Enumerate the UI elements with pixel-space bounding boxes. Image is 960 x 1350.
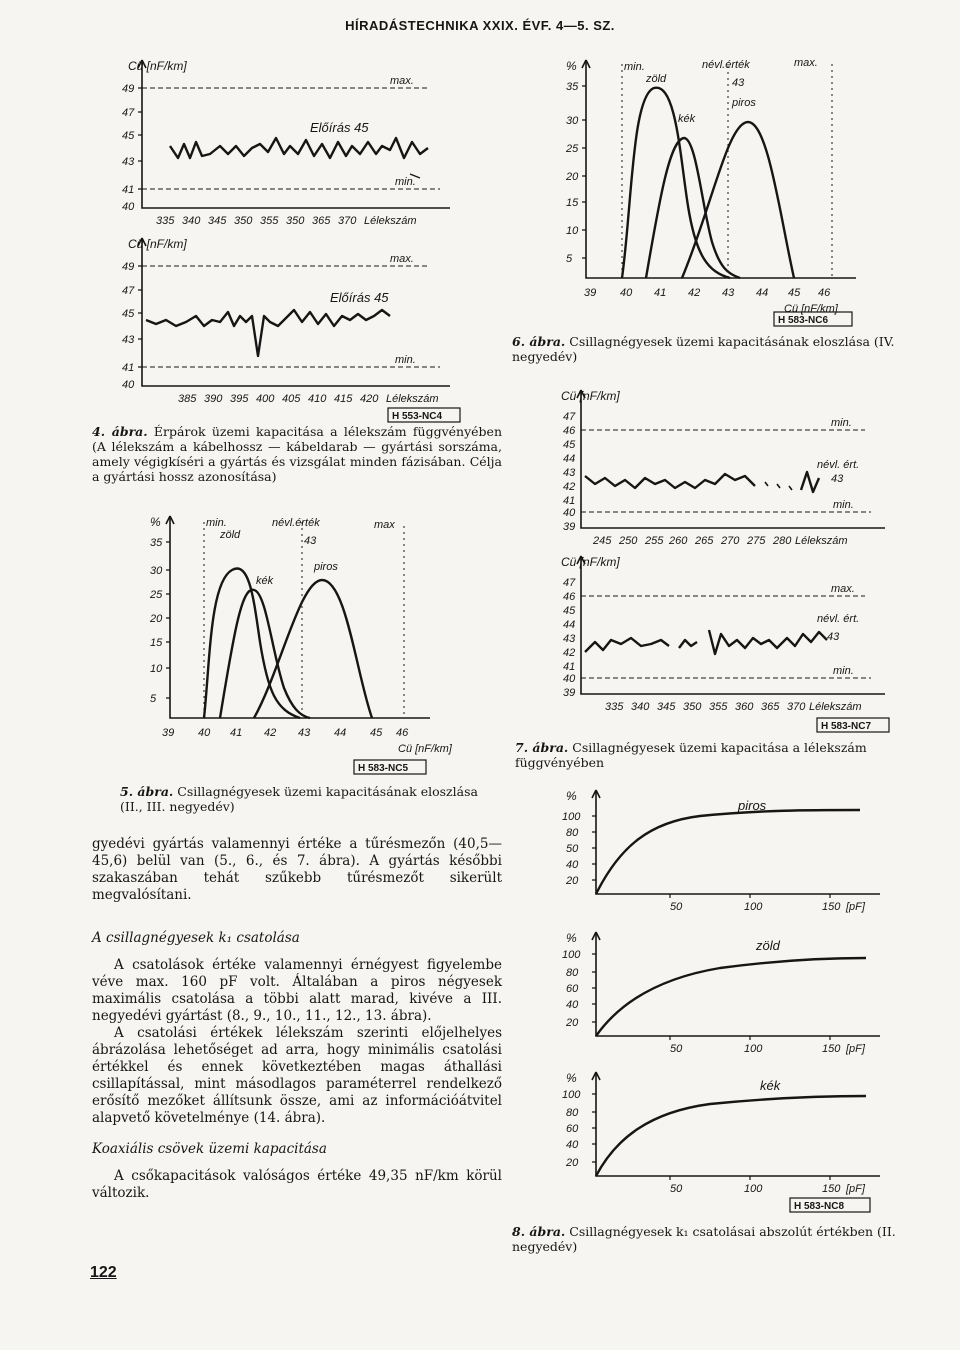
svg-text:100: 100: [744, 1183, 763, 1195]
svg-text:15: 15: [150, 637, 163, 649]
svg-text:47: 47: [563, 411, 576, 423]
fig8-panel-kek: [562, 1071, 880, 1195]
svg-text:335: 335: [605, 701, 624, 713]
svg-text:44: 44: [563, 619, 576, 631]
svg-text:46: 46: [563, 425, 576, 437]
fig4-code-box: [388, 408, 460, 422]
svg-text:[pF]: [pF]: [846, 1043, 865, 1055]
section-heading: Koaxiális csövek üzemi kapacitása: [92, 1141, 327, 1157]
svg-text:%: %: [566, 931, 577, 945]
fig8-piros-curve: [596, 810, 860, 894]
svg-text:350: 350: [683, 701, 702, 713]
svg-text:410: 410: [308, 393, 327, 405]
svg-text:39: 39: [563, 687, 576, 699]
fig7-top-yticks: [563, 411, 576, 533]
svg-text:10: 10: [150, 663, 163, 675]
fig4-bottom-curve: [146, 310, 390, 356]
fig4-top-min: min.: [395, 176, 416, 188]
svg-text:60: 60: [566, 1123, 579, 1135]
svg-text:25: 25: [150, 589, 163, 601]
svg-text:395: 395: [230, 393, 249, 405]
svg-text:150: 150: [822, 1043, 841, 1055]
svg-text:390: 390: [204, 393, 223, 405]
svg-text:46: 46: [396, 727, 409, 739]
svg-text:H 583-NC6: H 583-NC6: [778, 315, 829, 326]
svg-text:355: 355: [260, 215, 279, 227]
paragraph: A csatolások értéke valamennyi érnégyest figyelembe véve max. 160 pF volt. Általában a piros négyesek maximális csatolása a többi alatt marad, kivéve a III. negyedévi gyártást (8., 9., 10., 11., 12., 13. ábra).: [92, 957, 502, 1024]
svg-text:min.: min.: [833, 665, 854, 677]
svg-text:60: 60: [566, 983, 579, 995]
fig8-panel-zold: [562, 931, 880, 1055]
svg-text:46: 46: [563, 591, 576, 603]
fig4-top-ytick: 49: [122, 83, 135, 95]
svg-text:20: 20: [566, 171, 579, 183]
svg-text:245: 245: [593, 535, 612, 547]
svg-text:100: 100: [562, 811, 581, 823]
svg-text:360: 360: [735, 701, 754, 713]
svg-text:Cü [nF/km]: Cü [nF/km]: [561, 555, 620, 569]
fig7-bottom-yticks: [563, 577, 576, 699]
svg-text:43: 43: [563, 633, 576, 645]
svg-text:47: 47: [563, 577, 576, 589]
svg-text:420: 420: [360, 393, 379, 405]
svg-text:10: 10: [566, 225, 579, 237]
svg-text:415: 415: [334, 393, 353, 405]
svg-text:Cü [nF/km]: Cü [nF/km]: [561, 389, 620, 403]
svg-text:5: 5: [150, 693, 157, 705]
svg-text:50: 50: [670, 1043, 683, 1055]
svg-text:365: 365: [761, 701, 780, 713]
svg-text:zöld: zöld: [756, 938, 780, 953]
svg-text:30: 30: [150, 565, 163, 577]
fig6-chart: [562, 56, 862, 326]
svg-text:névl.érték: névl.érték: [702, 59, 750, 71]
svg-text:%: %: [150, 515, 161, 529]
svg-text:265: 265: [695, 535, 714, 547]
svg-text:max.: max.: [794, 57, 818, 69]
fig7-top-curve: [585, 474, 755, 488]
fig4-top-yticks: [122, 83, 142, 213]
svg-text:Lélekszám: Lélekszám: [809, 701, 862, 713]
fig8-panel-piros: [562, 789, 880, 913]
svg-text:40: 40: [620, 287, 633, 299]
body-text: [92, 836, 502, 1202]
svg-text:%: %: [566, 1071, 577, 1085]
fig6-yticks: [565, 81, 586, 265]
svg-text:39: 39: [584, 287, 597, 299]
svg-text:41: 41: [563, 495, 576, 507]
svg-text:46: 46: [818, 287, 831, 299]
svg-text:Lélekszám: Lélekszám: [795, 535, 848, 547]
fig7-top-xticks: [592, 535, 848, 547]
fig6-piros-curve: [682, 122, 794, 278]
svg-text:280: 280: [773, 535, 792, 547]
fig5-piros-curve: [254, 580, 372, 718]
svg-text:névl.érték: névl.érték: [272, 517, 320, 529]
svg-text:43: 43: [732, 77, 745, 89]
svg-text:345: 345: [657, 701, 676, 713]
svg-text:45: 45: [563, 439, 576, 451]
svg-text:min.: min.: [395, 354, 416, 366]
svg-text:piros: piros: [314, 561, 338, 573]
paragraph: A csőkapacitások valóságos értéke 49,35 nF/km körül változik.: [92, 1168, 502, 1201]
svg-text:100: 100: [562, 949, 581, 961]
svg-text:43: 43: [827, 631, 840, 643]
svg-text:[pF]: [pF]: [846, 901, 865, 913]
svg-text:44: 44: [563, 453, 576, 465]
svg-text:Lélekszám: Lélekszám: [364, 215, 417, 227]
fig4-top-ytick: 47: [122, 107, 135, 119]
fig4-bottom-yunit: Cü [nF/km]: [128, 237, 187, 251]
svg-text:335: 335: [156, 215, 175, 227]
fig6-caption: 6. ábra. Csillagnégyesek üzemi kapacitásának eloszlása (IV. negyedév): [512, 334, 895, 364]
svg-text:39: 39: [162, 727, 175, 739]
paragraph: A csatolási értékek lélekszám szerinti előjelhelyes ábrázolása lehetőséget ad arra, hogy minimális csatolási értékkel és ennek következtében magas áthallási csillapítással, mint másodlagos paraméterrel rendelkező erősítő mezőket állítsunk össze, ami az információátvitel alapvető követelménye (14. ábra).: [92, 1025, 502, 1126]
fig4-top-yunit: Cü [nF/km]: [128, 59, 187, 73]
svg-text:41: 41: [230, 727, 243, 739]
svg-text:Cü [nF/km]: Cü [nF/km]: [784, 303, 838, 315]
svg-text:345: 345: [208, 215, 227, 227]
fig5-yticks: [149, 537, 170, 705]
svg-text:42: 42: [563, 647, 576, 659]
svg-text:42: 42: [688, 287, 701, 299]
svg-text:100: 100: [744, 1043, 763, 1055]
svg-text:370: 370: [787, 701, 806, 713]
svg-text:Cü [nF/km]: Cü [nF/km]: [398, 743, 452, 755]
svg-text:min.: min.: [624, 61, 645, 73]
fig4-top-ytick: 40: [122, 201, 135, 213]
fig7-chart: [555, 388, 895, 733]
fig4-top-panel: [122, 59, 450, 227]
svg-text:zöld: zöld: [646, 73, 667, 85]
svg-text:43: 43: [304, 535, 317, 547]
svg-text:5: 5: [566, 253, 573, 265]
svg-text:43: 43: [831, 473, 844, 485]
svg-text:40: 40: [566, 999, 579, 1011]
svg-text:kék: kék: [760, 1078, 781, 1093]
svg-text:42: 42: [264, 727, 277, 739]
fig4-top-ytick: 45: [122, 130, 135, 142]
svg-text:20: 20: [566, 1157, 579, 1169]
svg-text:15: 15: [566, 197, 579, 209]
svg-text:100: 100: [744, 901, 763, 913]
fig6-kek-curve: [646, 138, 740, 278]
svg-text:365: 365: [312, 215, 331, 227]
svg-text:40: 40: [563, 507, 576, 519]
fig7-bottom-panel: [561, 555, 885, 713]
fig8-caption: 8. ábra. Csillagnégyesek k₁ csatolásai abszolút értékben (II. negyedév): [512, 1224, 896, 1254]
svg-text:max.: max.: [831, 583, 855, 595]
svg-text:Előírás 45: Előírás 45: [330, 290, 389, 305]
svg-text:40: 40: [566, 859, 579, 871]
svg-text:%: %: [566, 59, 577, 73]
svg-text:35: 35: [150, 537, 163, 549]
svg-text:400: 400: [256, 393, 275, 405]
svg-text:80: 80: [566, 1107, 579, 1119]
svg-text:47: 47: [122, 285, 135, 297]
svg-text:H 583-NC7: H 583-NC7: [821, 721, 872, 732]
svg-text:H 553-NC4: H 553-NC4: [392, 411, 443, 422]
svg-text:20: 20: [566, 1017, 579, 1029]
svg-text:270: 270: [721, 535, 740, 547]
svg-text:405: 405: [282, 393, 301, 405]
svg-text:150: 150: [822, 1183, 841, 1195]
fig4-top-eloiras: Előírás 45: [310, 120, 369, 135]
svg-text:255: 255: [645, 535, 664, 547]
svg-text:355: 355: [709, 701, 728, 713]
svg-text:340: 340: [182, 215, 201, 227]
svg-text:43: 43: [122, 334, 135, 346]
fig4-bottom-xticks: [178, 393, 439, 405]
paragraph: gyedévi gyártás valamennyi értéke a tűrésmezőn (40,5—45,6) belül van (5., 6., és 7. ábra). A gyártás későbbi szakaszában tehát szűkebb tűrésmezőt sikerült megvalósítani.: [92, 836, 502, 903]
fig5-chart: [150, 512, 452, 777]
svg-text:névl. ért.: névl. ért.: [817, 613, 860, 625]
svg-text:45: 45: [563, 605, 576, 617]
fig8-chart: [560, 786, 890, 1216]
running-header: HÍRADÁSTECHNIKA XXIX. ÉVF. 4—5. SZ.: [345, 18, 615, 33]
svg-text:min.: min.: [206, 517, 227, 529]
fig4-top-max: max.: [390, 75, 414, 87]
svg-text:385: 385: [178, 393, 197, 405]
svg-text:20: 20: [566, 875, 579, 887]
svg-text:80: 80: [566, 967, 579, 979]
svg-text:41: 41: [654, 287, 667, 299]
svg-text:41: 41: [122, 362, 135, 374]
svg-text:zöld: zöld: [220, 529, 241, 541]
svg-text:44: 44: [334, 727, 347, 739]
svg-text:39: 39: [563, 521, 576, 533]
fig5-caption: 5. ábra. Csillagnégyesek üzemi kapacitásának eloszlása (II., III. negyedév): [120, 784, 478, 814]
svg-text:43: 43: [722, 287, 735, 299]
svg-text:min.: min.: [831, 417, 852, 429]
svg-text:max: max: [374, 519, 395, 531]
svg-text:150: 150: [822, 901, 841, 913]
section-heading: A csillagnégyesek k₁ csatolása: [92, 930, 300, 946]
fig4-bottom-panel: [122, 237, 450, 405]
svg-text:[pF]: [pF]: [846, 1183, 865, 1195]
svg-text:50: 50: [566, 843, 579, 855]
fig4-top-xticks: [156, 215, 417, 227]
svg-text:névl. ért.: névl. ért.: [817, 459, 860, 471]
svg-text:43: 43: [298, 727, 311, 739]
svg-text:80: 80: [566, 827, 579, 839]
fig4-top-ytick: 41: [122, 184, 135, 196]
svg-text:40: 40: [566, 1139, 579, 1151]
svg-text:40: 40: [563, 673, 576, 685]
svg-text:35: 35: [566, 81, 579, 93]
fig7-top-panel: [561, 389, 885, 547]
svg-text:100: 100: [562, 1089, 581, 1101]
svg-text:H 583-NC8: H 583-NC8: [794, 1201, 845, 1212]
svg-text:kék: kék: [256, 575, 274, 587]
svg-text:44: 44: [756, 287, 769, 299]
svg-text:41: 41: [563, 661, 576, 673]
fig8-kek-curve: [596, 1096, 866, 1176]
fig8-zold-curve: [596, 958, 866, 1036]
fig7-bottom-curve: [585, 630, 827, 654]
page-number: 122: [90, 1264, 117, 1281]
svg-text:340: 340: [631, 701, 650, 713]
svg-text:20: 20: [150, 613, 163, 625]
fig4-bottom-yticks: [122, 261, 142, 391]
svg-text:piros: piros: [732, 97, 756, 109]
fig4-top-ytick: 43: [122, 156, 135, 168]
fig5-xticks: [162, 727, 453, 755]
fig7-caption: 7. ábra. Csillagnégyesek üzemi kapacitása a lélekszám függvényében: [515, 740, 867, 770]
fig5-kek-curve: [220, 590, 310, 718]
svg-text:45: 45: [370, 727, 383, 739]
svg-text:min.: min.: [833, 499, 854, 511]
svg-text:kék: kék: [678, 113, 696, 125]
svg-text:25: 25: [566, 143, 579, 155]
svg-text:50: 50: [670, 1183, 683, 1195]
svg-text:50: 50: [670, 901, 683, 913]
svg-text:260: 260: [669, 535, 688, 547]
svg-text:45: 45: [788, 287, 801, 299]
fig6-xticks: [584, 287, 839, 315]
fig4-chart: [120, 58, 465, 422]
svg-text:piros: piros: [738, 798, 767, 813]
svg-text:350: 350: [234, 215, 253, 227]
svg-text:370: 370: [338, 215, 357, 227]
svg-text:%: %: [566, 789, 577, 803]
svg-text:42: 42: [563, 481, 576, 493]
fig4-top-curve: [170, 138, 428, 158]
fig4-caption: 4. ábra. Érpárok üzemi kapacitása a lélekszám függvényében (A lélekszám a kábelhossz — kábeldarab — gyártási sorszáma, amely végigkíséri a gyártás és vizsgálat minden fázisában. Célja a gyártási hossz azonosítása): [92, 424, 502, 484]
svg-text:max.: max.: [390, 253, 414, 265]
svg-text:350: 350: [286, 215, 305, 227]
svg-text:40: 40: [122, 379, 135, 391]
svg-text:H 583-NC5: H 583-NC5: [358, 763, 409, 774]
svg-text:40: 40: [198, 727, 211, 739]
svg-text:Lélekszám: Lélekszám: [386, 393, 439, 405]
fig7-bottom-xticks: [605, 701, 862, 713]
svg-text:250: 250: [619, 535, 638, 547]
svg-text:49: 49: [122, 261, 135, 273]
svg-text:275: 275: [747, 535, 766, 547]
svg-text:30: 30: [566, 115, 579, 127]
svg-text:45: 45: [122, 308, 135, 320]
svg-text:43: 43: [563, 467, 576, 479]
